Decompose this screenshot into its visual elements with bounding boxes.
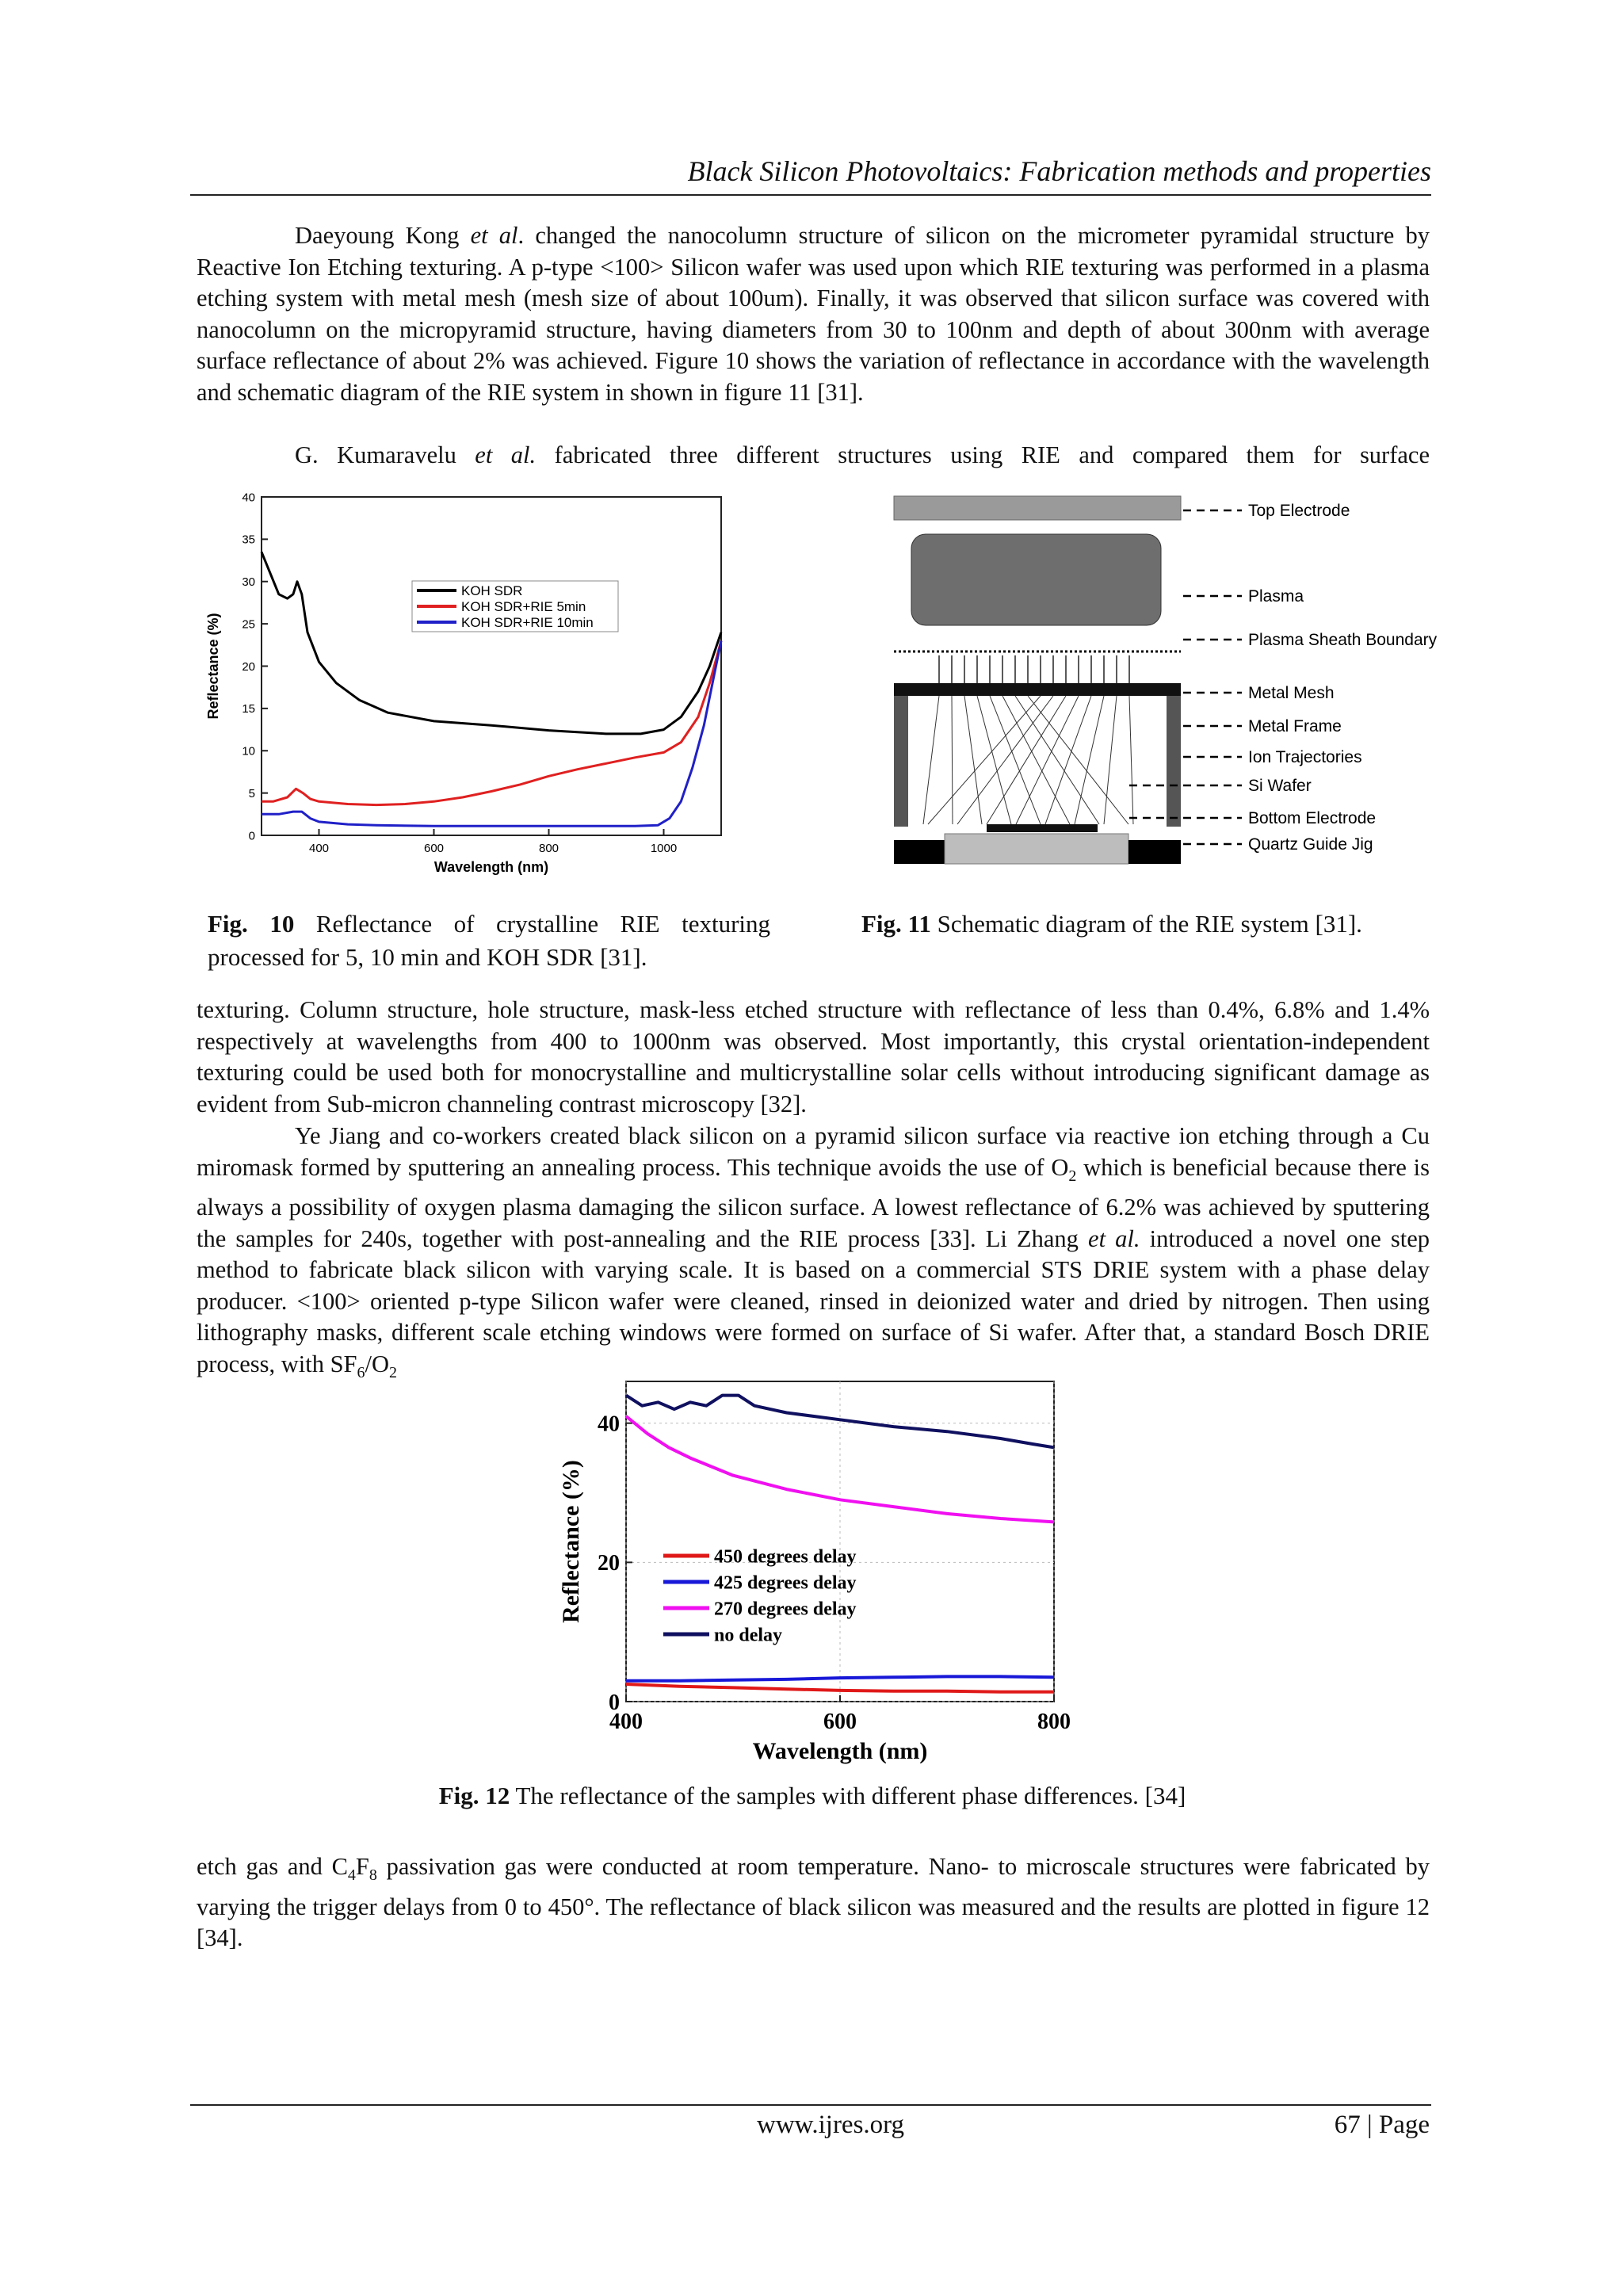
top-electrode [894, 496, 1181, 520]
fig11-label-5: Metal Frame [1248, 717, 1342, 735]
fig12-legend-label-4: no delay [714, 1625, 783, 1646]
fig12-y-axis-label: Reflectance (%) [558, 1460, 584, 1623]
ion-trajectory [1002, 696, 1070, 824]
paragraph-2-start: G. Kumaravelu et al. fabricated three different structures using RIE and compared them for surface [295, 441, 1430, 468]
paragraph-3: texturing. Column structure, hole structure, mask-less etched structure with reflectance of less than 0.4%, 6.8% and 1.4% respectively at wavelengths from 400 to 1000nm was observed. Most importantly, this crystal orientation-independent texturing could be used both for monocrystalline and multicrystalline solar cells without introducing significant damage as evident from Sub-micron channeling contrast microscopy [32]. [197, 996, 1430, 1117]
fig10-x-tick-label: 800 [538, 842, 559, 855]
fig12-y-tick-label: 40 [598, 1412, 620, 1437]
fig10-plot-frame [262, 497, 721, 835]
ion-trajectory [1015, 696, 1099, 824]
fig12-chart [555, 1375, 1078, 1771]
ion-trajectory [928, 696, 1041, 824]
bottom-electrode-left [894, 840, 945, 864]
fig10-y-tick-label: 40 [242, 491, 255, 505]
ion-trajectory [952, 696, 953, 824]
fig10-x-tick-label: 400 [308, 842, 330, 855]
fig11-schematic [892, 493, 1438, 865]
fig12-x-tick-label: 400 [609, 1710, 643, 1734]
ion-trajectory [990, 696, 1041, 824]
footer-url[interactable]: www.ijres.org [757, 2111, 905, 2139]
fig10-legend-label-2: KOH SDR+RIE 5min [461, 598, 586, 614]
ion-trajectory [1075, 696, 1104, 824]
fig11-label-8: Bottom Electrode [1248, 809, 1377, 827]
fig10-legend-label-1: KOH SDR [461, 583, 523, 598]
ion-trajectory [1104, 696, 1117, 824]
ion-trajectory [1129, 696, 1133, 824]
ion-trajectory [964, 696, 982, 824]
fig10-y-tick-label: 10 [242, 744, 255, 758]
ion-trajectory [1028, 696, 1128, 824]
fig12-series-line-2 [626, 1676, 1054, 1680]
fig10-series-line-3 [262, 641, 721, 827]
paragraph-4: Ye Jiang and co-workers created black silicon on a pyramid silicon surface via reactive ion etching through a Cu miromask formed by sputtering an annealing process. This technique avoids the use of $O_2$ which is beneficial because there is always a possibility of oxygen plasma damaging the silicon surface. A lowest reflectance of 6.2% was achieved by sputtering the samples for 240s, together with post-annealing and the RIE process [33]. Li Zhang et al. introduced a novel one step method to fabricate black silicon with varying scale. It is based on a commercial STS DRIE system with a phase delay producer. <100> oriented p-type Silicon wafer were cleaned, rinsed in deionized water and dried by nitrogen. Then using lithography masks, different scale etching windows were formed on surface of Si wafer. After that, a standard Bosch DRIE process, with $SF_6/O_2$ [197, 1122, 1430, 1381]
fig12-legend-label-2: 425 degrees delay [714, 1572, 857, 1594]
fig10-y-axis-label: Reflectance (%) [205, 613, 221, 720]
fig12-legend-label-1: 450 degrees delay [714, 1546, 857, 1568]
fig11-label-6: Ion Trajectories [1248, 748, 1362, 766]
fig11-label-2: Plasma [1248, 587, 1304, 606]
ion-trajectory [957, 696, 1053, 824]
plasma [911, 534, 1161, 625]
fig10-x-tick-label: 600 [423, 842, 445, 855]
fig12-legend-label-3: 270 degrees delay [714, 1599, 857, 1620]
metal-frame-left [894, 696, 908, 827]
fig11-caption: Fig. 11 Schematic diagram of the RIE system [31]. [861, 910, 1362, 938]
ion-trajectory [1016, 696, 1079, 824]
paragraph-1: Daeyoung Kong et al. changed the nanocolumn structure of silicon on the micrometer pyramidal structure by Reactive Ion Etching texturing. A p-type <100> Silicon wafer was used upon which RIE texturing was performed in a plasma etching system with metal mesh (mesh size of about 100um). Finally, it was observed that silicon surface was covered with nanocolumn on the micropyramid structure, having diameters from 30 to 100nm and depth of about 300nm with average surface reflectance of about 2% was achieved. Figure 10 shows the variation of reflectance in accordance with the wavelength and schematic diagram of the RIE system in shown in figure 11 [31]. [197, 222, 1430, 406]
fig10-chart [197, 485, 735, 893]
quartz-guide-jig [945, 834, 1128, 864]
fig10-legend-label-3: KOH SDR+RIE 10min [461, 614, 594, 630]
fig10-series-line-2 [262, 641, 721, 805]
fig12-x-tick-label: 600 [823, 1710, 857, 1734]
fig10-y-tick-label: 0 [248, 829, 255, 843]
fig12-y-tick-label: 20 [598, 1551, 620, 1576]
fig12-x-tick-label: 800 [1037, 1710, 1071, 1734]
fig10-y-tick-label: 25 [242, 617, 255, 632]
ion-trajectories [923, 655, 1133, 824]
paragraph-5: etch gas and $C_4F_8$ passivation gas were conducted at room temperature. Nano- to microscale structures were fabricated by varying the trigger delays from 0 to 450°. The reflectance of black silicon was measured and the results are plotted in figure 12 [34]. [197, 1853, 1430, 1952]
fig10-series-line-1 [262, 552, 721, 734]
ion-trajectory [1045, 696, 1091, 824]
footer-page-number: 67 | Page [1334, 2111, 1430, 2139]
running-header: Black Silicon Photovoltaics: Fabrication methods and properties [190, 155, 1431, 196]
fig11-label-7: Si Wafer [1248, 777, 1312, 795]
fig10-x-tick-label: 1000 [650, 842, 678, 855]
footer-rule [190, 2104, 1431, 2106]
fig11-label-1: Top Electrode [1248, 502, 1350, 520]
fig12-x-axis-label: Wavelength (nm) [752, 1738, 928, 1764]
fig10-y-tick-label: 30 [242, 575, 255, 589]
ion-trajectory [923, 696, 939, 824]
metal-mesh [894, 683, 1181, 696]
fig10-caption: Fig. 10 Reflectance of crystalline RIE texturing processed for 5, 10 min and KOH SDR [31]. [208, 910, 771, 971]
fig11-label-9: Quartz Guide Jig [1248, 835, 1373, 854]
metal-frame-right [1167, 696, 1181, 827]
fig11-label-4: Metal Mesh [1248, 684, 1335, 702]
fig10-y-tick-label: 35 [242, 533, 255, 547]
fig10-y-tick-label: 20 [242, 659, 255, 674]
fig10-y-tick-label: 5 [248, 786, 255, 800]
fig10-y-tick-label: 15 [242, 702, 255, 716]
fig10-x-axis-label: Wavelength (nm) [433, 859, 549, 875]
fig12-y-tick-label: 0 [609, 1690, 620, 1715]
ion-trajectory [977, 696, 1011, 824]
si-wafer [987, 824, 1098, 832]
ion-trajectory [987, 696, 1066, 824]
fig11-label-3: Plasma Sheath Boundary [1248, 631, 1438, 649]
fig12-caption: Fig. 12 The reflectance of the samples with different phase differences. [34] [438, 1782, 1186, 1809]
